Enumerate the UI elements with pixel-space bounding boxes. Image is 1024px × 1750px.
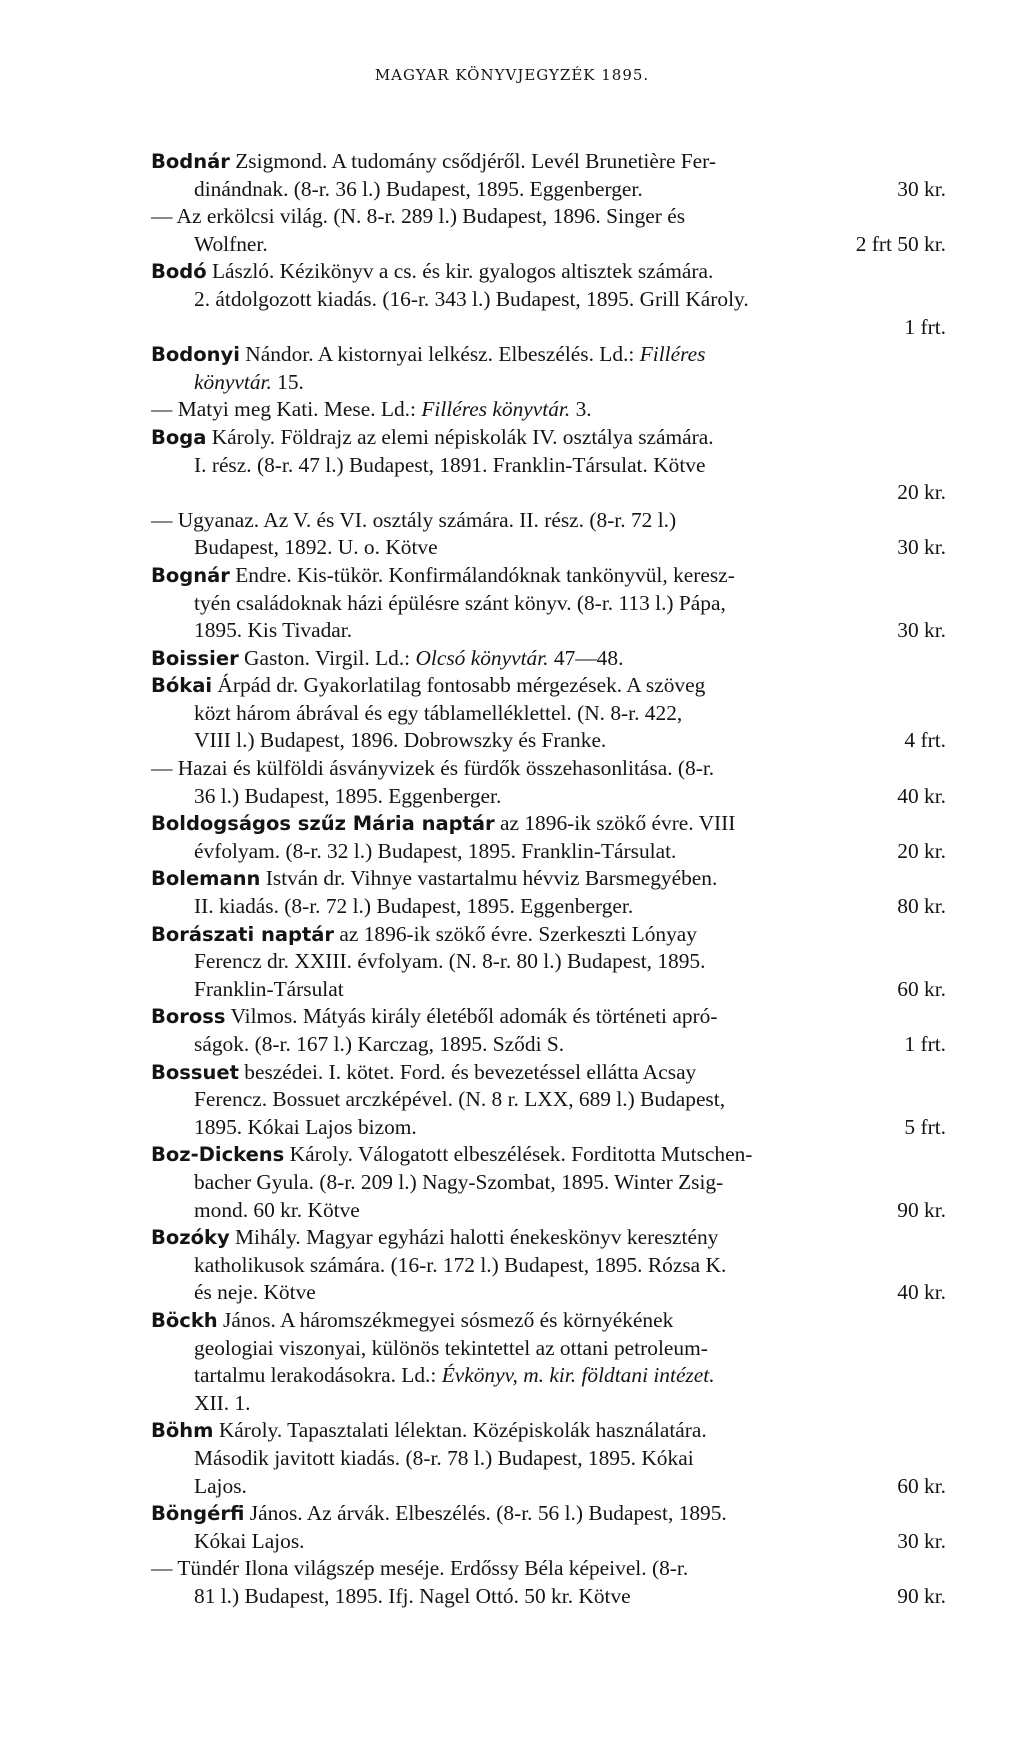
entry-text-fragment: Franklin-Társulat <box>194 976 344 1001</box>
price: 30 kr. <box>897 1528 946 1553</box>
entry-text-fragment: — Matyi meg Kati. Mese. Ld.: <box>151 397 422 422</box>
author-name: Böhm <box>151 1419 214 1443</box>
entry-text-fragment: ságok. (8-r. 167 l.) Karczag, 1895. Sződi S. <box>194 1032 565 1056</box>
entry-text-fragment: István dr. Vihnye vastartalmu hévviz Barsmegyében. <box>260 866 718 891</box>
entry-text-fragment: tartalmu lerakodásokra. Ld.: <box>194 1363 442 1388</box>
entry-text <box>151 562 946 590</box>
price: 40 kr. <box>897 783 946 808</box>
entry-line <box>151 534 946 562</box>
entry-text-fragment: Budapest, 1892. U. o. Kötve <box>194 535 438 560</box>
entry-line <box>151 1114 946 1142</box>
entry-text-fragment: és neje. Kötve <box>194 1280 316 1305</box>
entry-line <box>151 727 946 755</box>
author-name: Borászati naptár <box>151 922 335 946</box>
entry-text-fragment: I. rész. (8-r. 47 l.) Budapest, 1891. Franklin-Társulat. Kötve <box>194 452 706 477</box>
entry-line <box>151 1169 946 1197</box>
price: 4 frt. <box>904 728 946 753</box>
entry-text <box>194 893 883 921</box>
entry-line <box>151 369 946 397</box>
entry-text <box>194 1445 946 1473</box>
entry-text-fragment: Gaston. Virgil. Ld.: <box>238 645 416 670</box>
entry-text <box>151 507 946 535</box>
entry-line <box>151 921 946 949</box>
entry-text <box>194 1528 883 1556</box>
entry-line <box>151 976 946 1004</box>
entry-line <box>151 1555 946 1583</box>
entry-text-fragment: János. A háromszékmegyei sósmező és környékének <box>217 1307 674 1332</box>
entry-text-fragment: 2. átdolgozott kiadás. (16-r. 343 l.) Budapest, 1895. Grill Károly. <box>194 286 749 311</box>
entry-text <box>194 1086 946 1114</box>
price: 60 kr. <box>897 1473 946 1498</box>
entry-text-fragment: Károly. Válogatott elbeszélések. Forditotta Mutschen- <box>284 1142 753 1167</box>
entry-text-fragment: Nándor. A kistornyai lelkész. Elbeszélés. Ld.: <box>239 342 640 367</box>
price: 5 frt. <box>904 1114 946 1139</box>
entry-text <box>194 534 883 562</box>
entry-text-fragment: 36 l.) Budapest, 1895. Eggenberger. <box>194 783 502 808</box>
entry-text <box>151 341 946 369</box>
entry-line <box>151 948 946 976</box>
author-name: Boissier <box>151 646 239 670</box>
price: 30 kr. <box>897 176 946 201</box>
author-name: Bodnár <box>151 150 230 173</box>
author-name: Bozóky <box>151 1226 230 1250</box>
entry-line <box>151 507 946 535</box>
entry-text <box>194 369 946 397</box>
price: 30 kr. <box>897 618 946 643</box>
entry-text-fragment: Árpád dr. Gyakorlatilag fontosabb mérgezések. A szöveg <box>212 673 706 698</box>
entry-text <box>194 700 946 728</box>
entry-text <box>194 948 946 976</box>
entry-text-fragment: Kókai Lajos. <box>194 1528 305 1553</box>
entry-text <box>151 645 946 673</box>
entry-text <box>151 865 946 893</box>
entry-line <box>151 1307 946 1335</box>
entry-line <box>151 865 946 893</box>
entry-text-fragment: II. kiadás. (8-r. 72 l.) Budapest, 1895. Eggenberger. <box>194 894 634 919</box>
series-title: Olcsó könyvtár. <box>415 645 549 670</box>
entry-line <box>151 783 946 811</box>
entry-text-fragment: Lajos. <box>194 1473 247 1498</box>
series-title: Filléres könyvtár. <box>421 397 571 422</box>
entry-line <box>151 176 946 204</box>
entry-line <box>151 1583 946 1611</box>
author-name: Boz-Dickens <box>151 1143 285 1167</box>
entry-text <box>194 783 883 811</box>
entry-text <box>151 921 946 949</box>
entry-line <box>151 1445 946 1473</box>
entry-text-fragment: 1895. Kókai Lajos bizom. <box>194 1114 417 1139</box>
entry-line <box>151 1390 946 1418</box>
entry-text <box>151 1141 946 1169</box>
entry-text-fragment: Károly. Tapasztalati lélektan. Középiskolák használatára. <box>213 1418 707 1443</box>
entry-text <box>151 148 946 176</box>
entry-line <box>151 1252 946 1280</box>
entry-text-fragment: Endre. Kis-tükör. Konfirmálandóknak tankönyvül, keresz- <box>229 562 735 587</box>
entry-text <box>151 258 946 286</box>
entry-line <box>151 1141 946 1169</box>
entry-line <box>151 1224 946 1252</box>
entry-line <box>151 645 946 673</box>
price: 40 kr. <box>897 1280 946 1305</box>
entry-line <box>151 341 946 369</box>
entry-text <box>194 1169 946 1197</box>
running-head: MAGYAR KÖNYVJEGYZÉK 1895. <box>374 66 650 84</box>
price: 90 kr. <box>897 1583 946 1608</box>
entry-text <box>194 452 946 480</box>
entry-text <box>151 1003 946 1031</box>
entry-text <box>194 1252 946 1280</box>
entry-text-fragment: geologiai viszonyai, különös tekintettel az ottani petroleum- <box>194 1335 708 1360</box>
entry-line <box>151 672 946 700</box>
entry-text <box>151 1059 946 1087</box>
entry-text <box>194 590 946 618</box>
series-title: Évkönyv, m. kir. földtani intézet. <box>441 1363 715 1388</box>
entry-line <box>151 590 946 618</box>
price: 1 frt. <box>904 314 946 339</box>
entry-text <box>151 396 946 424</box>
author-name: Bókai <box>151 674 213 698</box>
entry-line <box>151 810 946 838</box>
entry-line <box>151 700 946 728</box>
price: 60 kr. <box>897 976 946 1001</box>
entry-text-fragment: — Hazai és külföldi ásványvizek és fürdők összehasonlitása. (8-r. <box>151 756 715 781</box>
entry-text-fragment: katholikusok számára. (16-r. 172 l.) Budapest, 1895. Rózsa K. <box>194 1252 727 1277</box>
entry-line <box>151 1059 946 1087</box>
price: 90 kr. <box>897 1197 946 1222</box>
entry-text <box>194 727 890 755</box>
entry-text <box>194 1335 946 1363</box>
entry-line <box>151 479 946 507</box>
entry-text-fragment: Károly. Földrajz az elemi népiskolák IV. osztálya számára. <box>206 424 714 449</box>
entry-text <box>194 1583 883 1611</box>
series-title: Filléres <box>639 342 706 367</box>
entry-text <box>194 1031 890 1059</box>
entry-text <box>151 1555 946 1583</box>
entry-text-fragment: közt három ábrával és egy táblamelléklettel. (N. 8-r. 422, <box>194 700 683 725</box>
entry-line <box>151 1528 946 1556</box>
entry-text <box>194 1473 883 1501</box>
entry-text-fragment: János. Az árvák. Elbeszélés. (8-r. 56 l.) Budapest, 1895. <box>244 1501 727 1526</box>
entry-line <box>151 314 946 342</box>
entry-line <box>151 1417 946 1445</box>
entry-line <box>151 231 946 259</box>
entry-text-fragment: 15. <box>271 369 304 394</box>
entry-text <box>194 838 883 866</box>
entry-text-fragment: Wolfner. <box>194 231 268 256</box>
entry-line <box>151 452 946 480</box>
entry-line <box>151 893 946 921</box>
entry-text <box>194 976 883 1004</box>
entry-text <box>151 1224 946 1252</box>
entry-text-fragment: az 1896-ik szökő évre. VIII <box>494 811 736 836</box>
entry-text <box>151 810 946 838</box>
author-name: Boross <box>151 1005 226 1029</box>
entry-line <box>151 203 946 231</box>
entry-text <box>151 672 946 700</box>
author-name: Bolemann <box>151 867 261 891</box>
entry-text <box>194 1279 883 1307</box>
entry-text-fragment: az 1896-ik szökő évre. Szerkeszti Lónyay <box>334 921 697 946</box>
author-name: Bodó <box>151 260 207 284</box>
entry-line <box>151 562 946 590</box>
entry-text-fragment: Ferencz. Bossuet arczképével. (N. 8 r. LXX, 689 l.) Budapest, <box>194 1087 726 1112</box>
entry-list <box>151 148 946 1610</box>
entry-text-fragment: Mihály. Magyar egyházi halotti énekeskönyv keresztény <box>229 1225 719 1250</box>
entry-text <box>151 203 946 231</box>
author-name: Boga <box>151 425 207 449</box>
entry-line <box>151 1335 946 1363</box>
entry-text-fragment: 81 l.) Budapest, 1895. Ifj. Nagel Ottó. 50 kr. Kötve <box>194 1583 631 1608</box>
entry-line <box>151 1362 946 1390</box>
entry-line <box>151 258 946 286</box>
entry-text <box>194 617 883 645</box>
entry-line <box>151 1003 946 1031</box>
entry-text <box>194 1390 946 1418</box>
entry-line <box>151 1279 946 1307</box>
entry-text <box>194 176 883 204</box>
entry-text <box>151 1417 946 1445</box>
entry-text-fragment: Ferencz dr. XXIII. évfolyam. (N. 8-r. 80 l.) Budapest, 1895. <box>194 949 706 974</box>
entry-line <box>151 1031 946 1059</box>
entry-text-fragment: — Tündér Ilona világszép meséje. Erdőssy Béla képeivel. (8-r. <box>151 1556 689 1581</box>
entry-text-fragment: évfolyam. (8-r. 32 l.) Budapest, 1895. Franklin-Társulat. <box>194 838 677 863</box>
price: 1 frt. <box>904 1032 946 1056</box>
entry-text <box>151 1307 946 1335</box>
entry-text-fragment: — Az erkölcsi világ. (N. 8-r. 289 l.) Budapest, 1896. Singer és <box>151 204 686 229</box>
entry-text <box>194 231 842 259</box>
author-name: Boldogságos szűz Mária naptár <box>151 812 495 836</box>
entry-line <box>151 1086 946 1114</box>
author-name: Bodonyi <box>151 343 240 367</box>
entry-text-fragment: dinándnak. (8-r. 36 l.) Budapest, 1895. Eggenberger. <box>194 176 643 201</box>
entry-text <box>151 1500 946 1528</box>
entry-text-fragment: Második javitott kiadás. (8-r. 78 l.) Budapest, 1895. Kókai <box>194 1445 694 1470</box>
entry-text-fragment: tyén családoknak házi épülésre szánt könyv. (8-r. 113 l.) Pápa, <box>194 590 726 615</box>
entry-text-fragment: 47—48. <box>548 645 624 670</box>
entry-text-fragment: bacher Gyula. (8-r. 209 l.) Nagy-Szombat, 1895. Winter Zsig- <box>194 1169 724 1194</box>
price: 2 frt 50 kr. <box>855 231 946 256</box>
entry-text-fragment: 3. <box>570 397 592 422</box>
entry-text <box>194 1114 890 1142</box>
entry-line <box>151 424 946 452</box>
price: 20 kr. <box>897 838 946 863</box>
entry-line <box>151 1197 946 1225</box>
entry-text <box>151 424 946 452</box>
author-name: Böngérfi <box>151 1502 245 1526</box>
entry-text-fragment: beszédei. I. kötet. Ford. és bevezetéssel ellátta Acsay <box>238 1059 697 1084</box>
entry-line <box>151 1473 946 1501</box>
entry-line <box>151 148 946 176</box>
entry-text-fragment: mond. 60 kr. Kötve <box>194 1197 360 1222</box>
entry-text-fragment: Zsigmond. A tudomány csődjéről. Levél Brunetière Fer- <box>229 149 716 173</box>
series-title: könyvtár. <box>194 369 272 394</box>
author-name: Bossuet <box>151 1060 239 1084</box>
entry-line <box>151 396 946 424</box>
price: 30 kr. <box>897 535 946 560</box>
entry-line <box>151 1500 946 1528</box>
entry-text-fragment: Vilmos. Mátyás király életéből adomák és történeti apró- <box>225 1004 718 1029</box>
entry-text-fragment: — Ugyanaz. Az V. és VI. osztály számára. II. rész. (8-r. 72 l.) <box>151 507 677 532</box>
entry-line <box>151 286 946 314</box>
author-name: Bognár <box>151 563 230 587</box>
author-name: Böckh <box>151 1308 218 1332</box>
entry-line <box>151 617 946 645</box>
entry-text <box>194 1362 946 1390</box>
entry-line <box>151 755 946 783</box>
entry-text-fragment: László. Kézikönyv a cs. és kir. gyalogos altisztek számára. <box>206 259 714 284</box>
entry-text-fragment: VIII l.) Budapest, 1896. Dobrowszky és Franke. <box>194 728 607 753</box>
entry-text-fragment: 1895. Kis Tivadar. <box>194 618 353 643</box>
entry-text <box>151 755 946 783</box>
entry-text <box>194 286 946 314</box>
entry-line <box>151 838 946 866</box>
entry-text <box>194 1197 883 1225</box>
price: 20 kr. <box>897 480 946 505</box>
entry-text-fragment: XII. 1. <box>194 1390 251 1415</box>
price: 80 kr. <box>897 894 946 919</box>
